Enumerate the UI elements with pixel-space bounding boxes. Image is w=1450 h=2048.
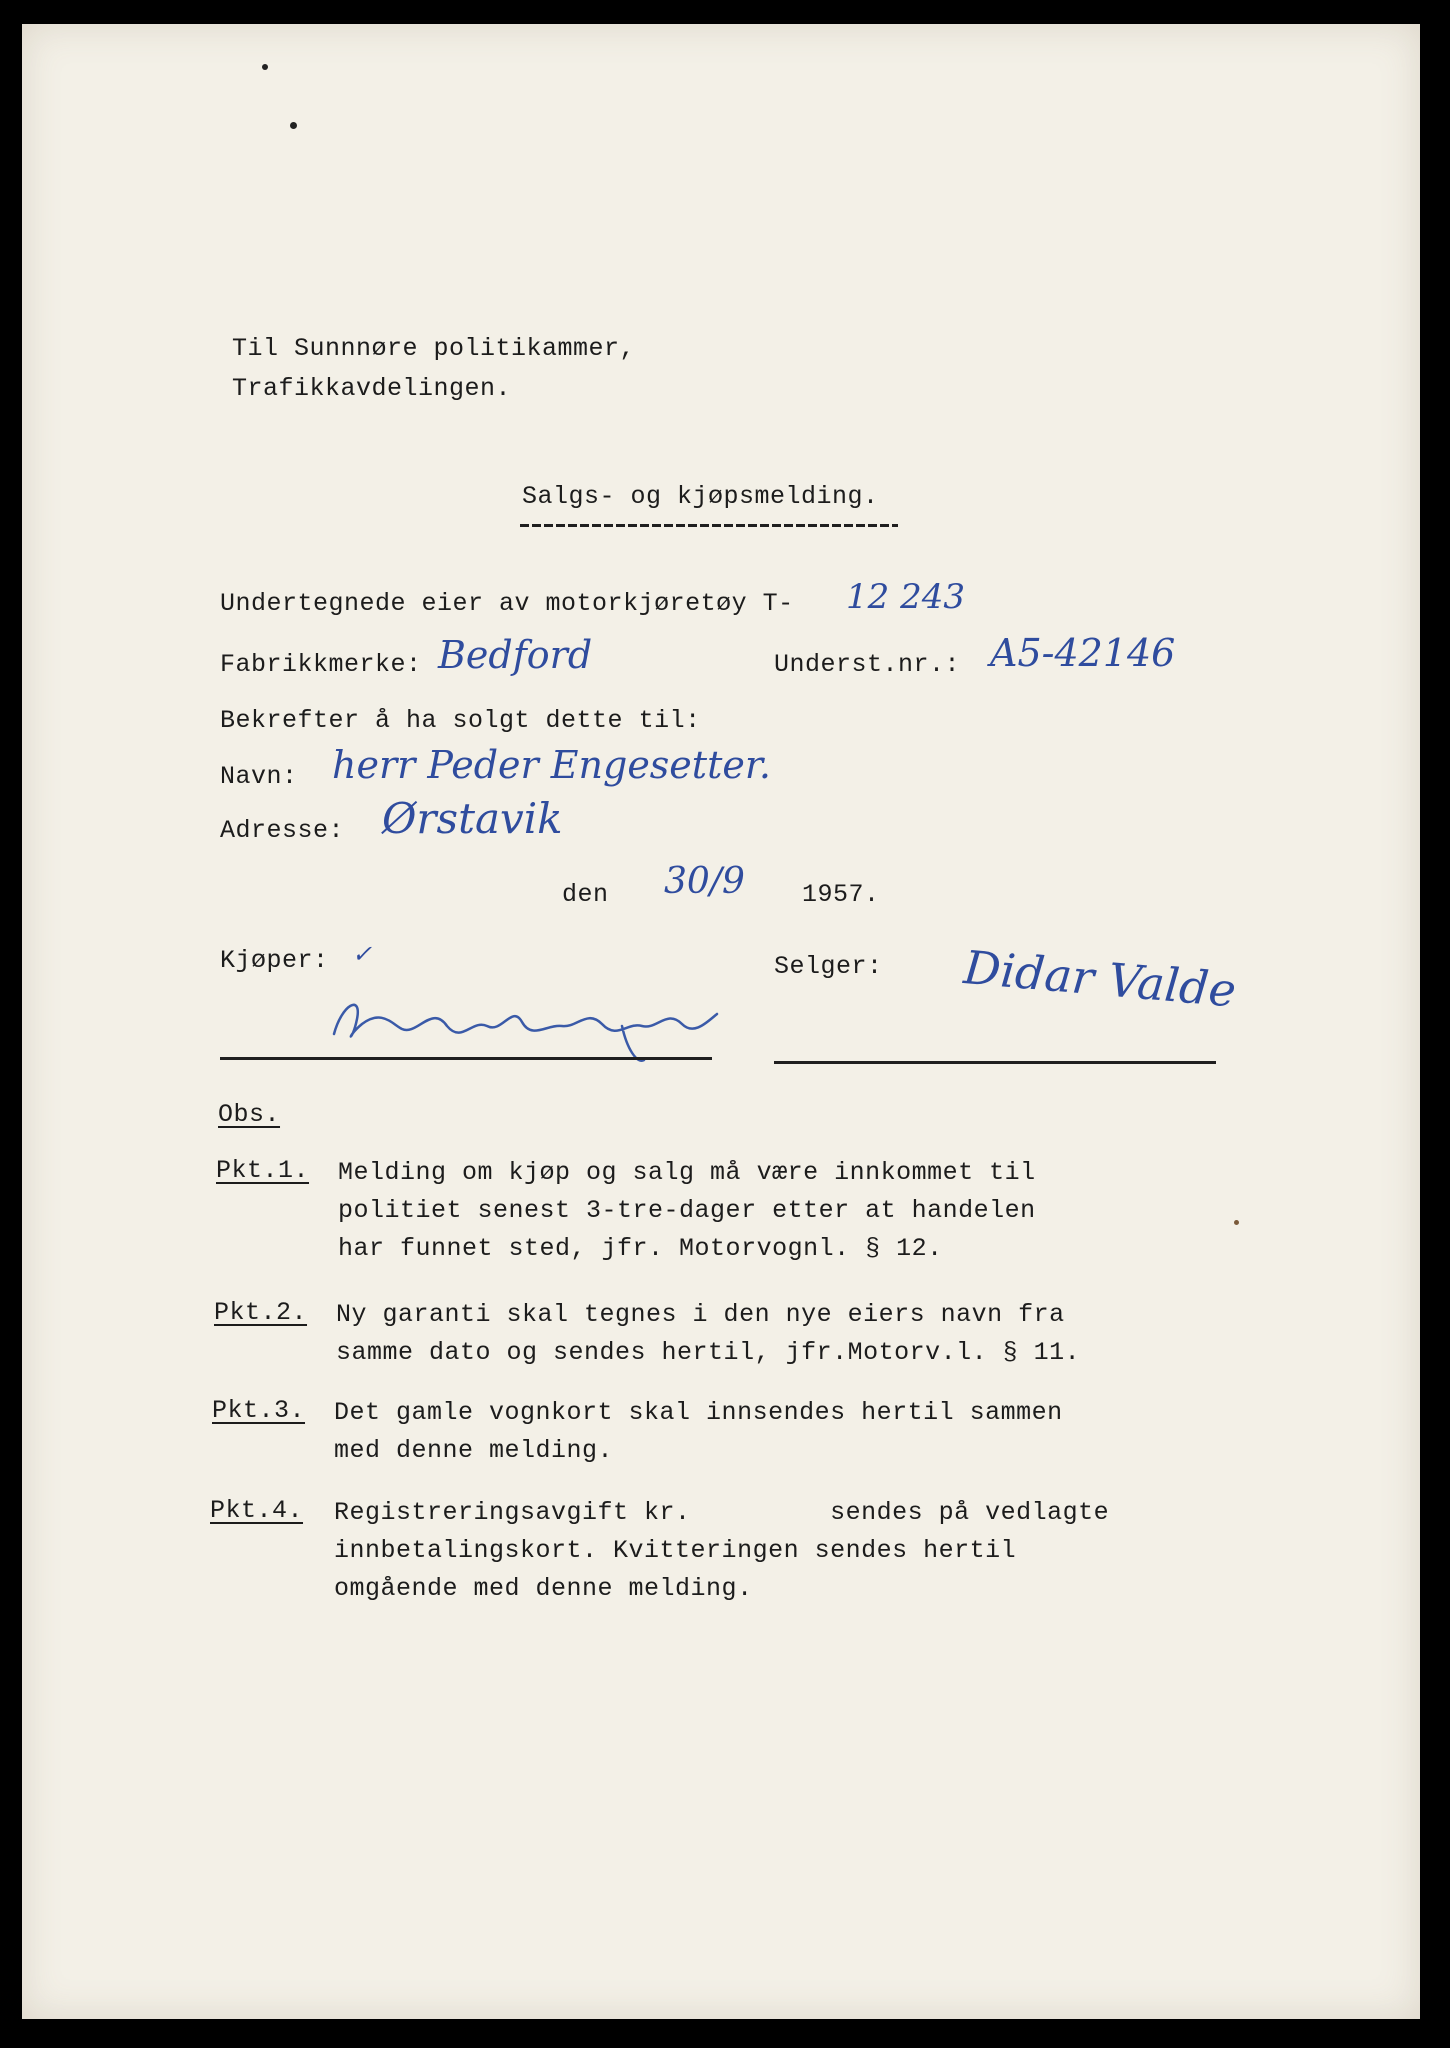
note-label-3: Pkt.3. <box>212 1396 306 1425</box>
note-3-line-2: med denne melding. <box>334 1436 614 1465</box>
ink-speck <box>290 122 297 129</box>
title-underline <box>520 524 898 527</box>
buyer-label: Kjøper: <box>220 946 329 975</box>
buyer-signature-stroke <box>334 1005 717 1061</box>
ink-speck <box>1234 1220 1239 1225</box>
name-label: Navn: <box>220 762 298 791</box>
buyer-check-mark: ✓ <box>352 940 373 968</box>
notes-heading: Obs. <box>218 1100 281 1129</box>
document-page <box>22 24 1420 2019</box>
note-4-line-1: Registreringsavgift kr. sendes på vedlagte <box>334 1498 1110 1527</box>
note-2-line-2: samme dato og sendes hertil, jfr.Motorv.l. § 11. <box>336 1338 1081 1367</box>
owner-label: Undertegnede eier av motorkjøretøy T- <box>220 589 794 618</box>
seller-signature: Didar Valde <box>961 940 1239 1018</box>
note-4-line-3: omgående med denne melding. <box>334 1574 753 1603</box>
make-value: Bedford <box>438 633 593 677</box>
note-label-1: Pkt.1. <box>216 1156 310 1185</box>
document-title: Salgs- og kjøpsmelding. <box>522 482 879 511</box>
date-prefix: den <box>562 880 609 909</box>
address-value: Ørstavik <box>382 794 563 843</box>
recipient-line-1: Til Sunnnøre politikammer, <box>232 334 636 363</box>
chassis-label: Underst.nr.: <box>774 650 961 679</box>
note-3-line-1: Det gamle vognkort skal innsendes hertil sammen <box>334 1398 1063 1427</box>
note-4-line-2: innbetalingskort. Kvitteringen sendes hertil <box>334 1536 1017 1565</box>
seller-label: Selger: <box>774 952 883 981</box>
address-label: Adresse: <box>220 816 345 845</box>
date-value: 30/9 <box>664 861 745 902</box>
confirm-text: Bekrefter å ha solgt dette til: <box>220 706 701 735</box>
owner-vehicle-number: 12 243 <box>846 577 965 617</box>
name-value: herr Peder Engesetter. <box>332 743 771 787</box>
note-1-line-3: har funnet sted, jfr. Motorvognl. § 12. <box>338 1234 943 1263</box>
note-2-line-1: Ny garanti skal tegnes i den nye eiers navn fra <box>336 1300 1065 1329</box>
note-1-line-2: politiet senest 3-tre-dager etter at handelen <box>338 1196 1036 1225</box>
note-label-4: Pkt.4. <box>210 1496 304 1525</box>
date-year: 1957. <box>802 880 880 909</box>
buyer-signature-line <box>220 1057 712 1060</box>
ink-speck <box>262 64 268 70</box>
make-label: Fabrikkmerke: <box>220 650 422 679</box>
note-1-line-1: Melding om kjøp og salg må være innkommet til <box>338 1158 1036 1187</box>
note-label-2: Pkt.2. <box>214 1298 308 1327</box>
chassis-value: A5-42146 <box>990 631 1176 675</box>
recipient-line-2: Trafikkavdelingen. <box>232 374 512 403</box>
seller-signature-line <box>774 1061 1216 1064</box>
